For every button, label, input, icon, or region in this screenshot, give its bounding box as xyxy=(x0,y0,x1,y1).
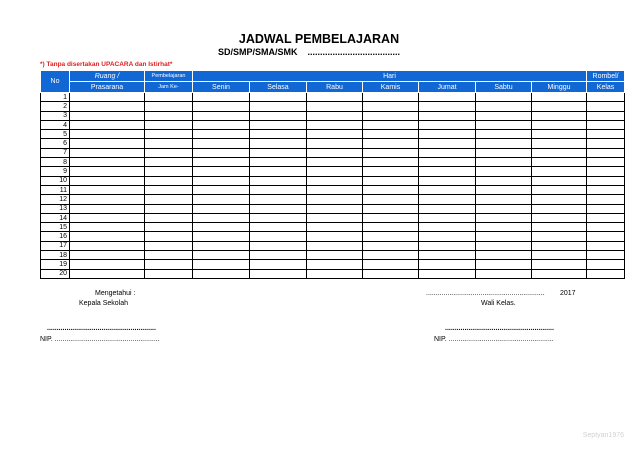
table-cell[interactable] xyxy=(145,185,193,194)
table-cell[interactable] xyxy=(307,111,363,120)
table-cell[interactable] xyxy=(587,167,625,176)
table-cell[interactable] xyxy=(70,102,145,111)
table-row xyxy=(41,213,625,222)
table-cell[interactable] xyxy=(419,241,476,250)
table-cell[interactable] xyxy=(70,120,145,129)
table-cell[interactable] xyxy=(587,120,625,129)
table-cell[interactable] xyxy=(419,148,476,157)
table-cell[interactable] xyxy=(307,102,363,111)
table-cell[interactable] xyxy=(532,269,587,278)
table-cell[interactable] xyxy=(193,204,250,213)
table-cell[interactable] xyxy=(307,139,363,148)
table-cell[interactable] xyxy=(70,139,145,148)
table-cell[interactable] xyxy=(250,223,307,232)
table-cell[interactable] xyxy=(193,167,250,176)
table-cell[interactable] xyxy=(193,93,250,102)
row-number: 6 xyxy=(41,139,70,148)
table-row xyxy=(41,93,625,102)
table-cell[interactable] xyxy=(145,232,193,241)
table-cell[interactable] xyxy=(70,204,145,213)
row-number: 11 xyxy=(41,185,70,194)
table-cell[interactable] xyxy=(419,204,476,213)
table-cell[interactable] xyxy=(70,195,145,204)
header-day-rabu: Rabu xyxy=(307,82,363,93)
row-number: 5 xyxy=(41,130,70,139)
table-cell[interactable] xyxy=(476,102,532,111)
table-cell[interactable] xyxy=(419,223,476,232)
row-number: 7 xyxy=(41,148,70,157)
table-cell[interactable] xyxy=(419,111,476,120)
table-cell[interactable] xyxy=(532,176,587,185)
table-cell[interactable] xyxy=(70,158,145,167)
table-cell[interactable] xyxy=(145,241,193,250)
table-cell[interactable] xyxy=(363,232,419,241)
table-cell[interactable] xyxy=(307,269,363,278)
table-row xyxy=(41,130,625,139)
table-cell[interactable] xyxy=(532,213,587,222)
header-day-senin: Senin xyxy=(193,82,250,93)
row-number: 3 xyxy=(41,111,70,120)
row-number: 2 xyxy=(41,102,70,111)
page-subtitle xyxy=(218,47,400,57)
table-cell[interactable] xyxy=(250,111,307,120)
table-cell[interactable] xyxy=(363,251,419,260)
header-prasarana: Prasarana xyxy=(70,82,145,93)
table-cell[interactable] xyxy=(532,148,587,157)
table-cell[interactable] xyxy=(307,232,363,241)
table-cell[interactable] xyxy=(193,148,250,157)
table-cell[interactable] xyxy=(532,241,587,250)
table-cell[interactable] xyxy=(193,251,250,260)
table-cell[interactable] xyxy=(587,148,625,157)
table-cell[interactable] xyxy=(307,195,363,204)
table-cell[interactable] xyxy=(532,204,587,213)
table-cell[interactable] xyxy=(532,111,587,120)
table-cell[interactable] xyxy=(363,167,419,176)
table-cell[interactable] xyxy=(476,204,532,213)
table-cell[interactable] xyxy=(532,158,587,167)
table-row xyxy=(41,241,625,250)
table-cell[interactable] xyxy=(587,111,625,120)
table-row xyxy=(41,223,625,232)
table-cell[interactable] xyxy=(307,130,363,139)
table-cell[interactable] xyxy=(250,102,307,111)
table-cell[interactable] xyxy=(363,195,419,204)
table-cell[interactable] xyxy=(587,176,625,185)
table-cell[interactable] xyxy=(145,176,193,185)
table-cell[interactable] xyxy=(363,260,419,269)
table-row xyxy=(41,102,625,111)
table-cell[interactable] xyxy=(307,213,363,222)
table-cell[interactable] xyxy=(307,148,363,157)
table-cell[interactable] xyxy=(419,185,476,194)
table-cell[interactable] xyxy=(363,102,419,111)
table-cell[interactable] xyxy=(145,195,193,204)
row-number: 1 xyxy=(41,93,70,102)
table-cell[interactable] xyxy=(587,130,625,139)
table-cell[interactable] xyxy=(476,223,532,232)
table-cell[interactable] xyxy=(419,93,476,102)
table-cell[interactable] xyxy=(250,232,307,241)
page-title: JADWAL PEMBELAJARAN xyxy=(238,32,400,46)
table-cell[interactable] xyxy=(145,139,193,148)
table-cell[interactable] xyxy=(419,130,476,139)
header-day-selasa: Selasa xyxy=(250,82,307,93)
table-cell[interactable] xyxy=(70,167,145,176)
header-no: No xyxy=(41,71,70,93)
table-cell[interactable] xyxy=(419,195,476,204)
table-cell[interactable] xyxy=(419,158,476,167)
table-cell[interactable] xyxy=(532,223,587,232)
table-cell[interactable] xyxy=(363,111,419,120)
table-row xyxy=(41,260,625,269)
table-cell[interactable] xyxy=(70,176,145,185)
table-row xyxy=(41,176,625,185)
table-cell[interactable] xyxy=(476,195,532,204)
table-cell[interactable] xyxy=(476,139,532,148)
table-cell[interactable] xyxy=(363,130,419,139)
row-number: 10 xyxy=(41,176,70,185)
table-cell[interactable] xyxy=(532,195,587,204)
table-cell[interactable] xyxy=(307,167,363,176)
note-text: *) Tanpa disertakan UPACARA dan Istirhat* xyxy=(40,61,173,68)
date-placeholder: ............................................................. xyxy=(426,290,545,297)
table-cell[interactable] xyxy=(476,120,532,129)
table-cell[interactable] xyxy=(532,130,587,139)
table-cell[interactable] xyxy=(587,139,625,148)
table-cell[interactable] xyxy=(145,130,193,139)
table-cell[interactable] xyxy=(587,260,625,269)
table-cell[interactable] xyxy=(419,213,476,222)
table-cell[interactable] xyxy=(587,213,625,222)
table-cell[interactable] xyxy=(250,158,307,167)
school-level-label: SD/SMP/SMA/SMK xyxy=(218,47,298,57)
school-name-placeholder: ..................................... xyxy=(307,47,401,57)
table-cell[interactable] xyxy=(532,139,587,148)
table-cell[interactable] xyxy=(193,260,250,269)
table-cell[interactable] xyxy=(307,251,363,260)
row-number: 19 xyxy=(41,260,70,269)
row-number: 16 xyxy=(41,232,70,241)
table-cell[interactable] xyxy=(476,158,532,167)
table-cell[interactable] xyxy=(587,102,625,111)
table-cell[interactable] xyxy=(419,120,476,129)
table-cell[interactable] xyxy=(250,260,307,269)
table-cell[interactable] xyxy=(250,167,307,176)
table-cell[interactable] xyxy=(250,251,307,260)
header-day-kamis: Kamis xyxy=(363,82,419,93)
table-cell[interactable] xyxy=(145,251,193,260)
table-cell[interactable] xyxy=(419,176,476,185)
table-cell[interactable] xyxy=(250,195,307,204)
table-cell[interactable] xyxy=(307,176,363,185)
table-cell[interactable] xyxy=(587,223,625,232)
table-cell[interactable] xyxy=(193,158,250,167)
table-cell[interactable] xyxy=(476,232,532,241)
table-cell[interactable] xyxy=(363,120,419,129)
table-cell[interactable] xyxy=(250,176,307,185)
header-pembelajaran: Pembelajaran xyxy=(145,71,193,82)
table-cell[interactable] xyxy=(145,120,193,129)
table-cell[interactable] xyxy=(476,185,532,194)
table-cell[interactable] xyxy=(532,120,587,129)
table-cell[interactable] xyxy=(476,260,532,269)
header-day-jumat: Jumat xyxy=(419,82,476,93)
table-cell[interactable] xyxy=(145,269,193,278)
table-cell[interactable] xyxy=(532,251,587,260)
table-cell[interactable] xyxy=(587,251,625,260)
table-cell[interactable] xyxy=(250,185,307,194)
table-cell[interactable] xyxy=(70,269,145,278)
row-number: 12 xyxy=(41,195,70,204)
table-cell[interactable] xyxy=(532,185,587,194)
table-cell[interactable] xyxy=(307,185,363,194)
table-cell[interactable] xyxy=(476,269,532,278)
table-cell[interactable] xyxy=(363,269,419,278)
table-cell[interactable] xyxy=(145,158,193,167)
table-cell[interactable] xyxy=(250,269,307,278)
table-cell[interactable] xyxy=(532,232,587,241)
table-cell[interactable] xyxy=(587,232,625,241)
table-cell[interactable] xyxy=(363,223,419,232)
table-cell[interactable] xyxy=(250,213,307,222)
table-cell[interactable] xyxy=(145,111,193,120)
table-cell[interactable] xyxy=(70,185,145,194)
table-cell[interactable] xyxy=(193,223,250,232)
table-row xyxy=(41,204,625,213)
table-cell[interactable] xyxy=(145,102,193,111)
header-day-minggu: Minggu xyxy=(532,82,587,93)
row-number: 18 xyxy=(41,251,70,260)
table-cell[interactable] xyxy=(70,251,145,260)
table-cell[interactable] xyxy=(419,269,476,278)
table-row xyxy=(41,185,625,194)
table-cell[interactable] xyxy=(307,158,363,167)
table-row xyxy=(41,148,625,157)
table-cell[interactable] xyxy=(419,102,476,111)
table-cell[interactable] xyxy=(70,241,145,250)
table-cell[interactable] xyxy=(419,260,476,269)
table-cell[interactable] xyxy=(193,120,250,129)
table-cell[interactable] xyxy=(193,195,250,204)
table-cell[interactable] xyxy=(193,139,250,148)
table-cell[interactable] xyxy=(307,223,363,232)
table-cell[interactable] xyxy=(70,232,145,241)
table-cell[interactable] xyxy=(70,93,145,102)
table-cell[interactable] xyxy=(193,111,250,120)
year-label: 2017 xyxy=(560,290,576,297)
wali-kelas-label: Wali Kelas. xyxy=(481,300,516,307)
row-number: 14 xyxy=(41,213,70,222)
table-cell[interactable] xyxy=(145,93,193,102)
watermark: Septyan1976 xyxy=(582,432,624,439)
table-cell[interactable] xyxy=(193,241,250,250)
table-cell[interactable] xyxy=(145,223,193,232)
table-cell[interactable] xyxy=(70,111,145,120)
table-row xyxy=(41,158,625,167)
mengetahui-label: Mengetahui : xyxy=(95,290,136,297)
wali-nip: NIP. ...................................................... xyxy=(434,336,554,343)
table-cell[interactable] xyxy=(363,148,419,157)
table-cell[interactable] xyxy=(532,102,587,111)
table-cell[interactable] xyxy=(193,185,250,194)
table-cell[interactable] xyxy=(70,260,145,269)
table-row xyxy=(41,251,625,260)
wali-name-line: ........................................................ xyxy=(445,325,554,332)
table-cell[interactable] xyxy=(70,223,145,232)
kepala-sekolah-label: Kepala Sekolah xyxy=(79,300,129,307)
schedule-rows xyxy=(41,93,625,279)
header-day-sabtu: Sabtu xyxy=(476,82,532,93)
table-cell[interactable] xyxy=(145,148,193,157)
table-cell[interactable] xyxy=(193,213,250,222)
row-number: 8 xyxy=(41,158,70,167)
table-cell[interactable] xyxy=(363,241,419,250)
row-number: 15 xyxy=(41,223,70,232)
table-cell[interactable] xyxy=(70,130,145,139)
table-cell[interactable] xyxy=(419,251,476,260)
table-cell[interactable] xyxy=(363,204,419,213)
table-cell[interactable] xyxy=(307,204,363,213)
row-number: 9 xyxy=(41,167,70,176)
table-cell[interactable] xyxy=(363,93,419,102)
header-rombel: Rombel/ xyxy=(587,71,625,82)
table-cell[interactable] xyxy=(145,213,193,222)
table-cell[interactable] xyxy=(250,241,307,250)
kepala-nip: NIP. ...................................................... xyxy=(40,336,160,343)
table-cell[interactable] xyxy=(250,139,307,148)
table-cell[interactable] xyxy=(587,158,625,167)
table-cell[interactable] xyxy=(587,241,625,250)
kepala-name-line: ........................................................ xyxy=(47,325,156,332)
table-cell[interactable] xyxy=(587,195,625,204)
table-cell[interactable] xyxy=(419,167,476,176)
table-cell[interactable] xyxy=(145,167,193,176)
table-cell[interactable] xyxy=(363,176,419,185)
header-jam-ke: Jam Ke- xyxy=(145,82,193,93)
table-cell[interactable] xyxy=(587,93,625,102)
table-cell[interactable] xyxy=(476,111,532,120)
row-number: 4 xyxy=(41,120,70,129)
table-cell[interactable] xyxy=(363,139,419,148)
table-row xyxy=(41,167,625,176)
table-cell[interactable] xyxy=(70,213,145,222)
row-number: 20 xyxy=(41,269,70,278)
table-cell[interactable] xyxy=(532,260,587,269)
schedule-table xyxy=(40,70,625,279)
table-cell[interactable] xyxy=(419,232,476,241)
table-cell[interactable] xyxy=(250,120,307,129)
table-cell[interactable] xyxy=(363,158,419,167)
table-row xyxy=(41,269,625,278)
table-cell[interactable] xyxy=(250,130,307,139)
row-number: 13 xyxy=(41,204,70,213)
header-hari: Hari xyxy=(193,71,587,82)
header-ruang: Ruang / xyxy=(70,71,145,82)
table-cell[interactable] xyxy=(587,185,625,194)
table-cell[interactable] xyxy=(363,185,419,194)
table-row xyxy=(41,120,625,129)
table-cell[interactable] xyxy=(70,148,145,157)
table-cell[interactable] xyxy=(419,139,476,148)
table-cell[interactable] xyxy=(363,213,419,222)
table-cell[interactable] xyxy=(476,148,532,157)
row-number: 17 xyxy=(41,241,70,250)
table-cell[interactable] xyxy=(476,241,532,250)
table-cell[interactable] xyxy=(250,148,307,157)
table-cell[interactable] xyxy=(587,204,625,213)
table-cell[interactable] xyxy=(145,260,193,269)
table-cell[interactable] xyxy=(476,130,532,139)
table-cell[interactable] xyxy=(193,130,250,139)
table-row xyxy=(41,111,625,120)
table-row xyxy=(41,195,625,204)
table-cell[interactable] xyxy=(250,204,307,213)
table-row xyxy=(41,232,625,241)
table-cell[interactable] xyxy=(193,102,250,111)
table-cell[interactable] xyxy=(476,167,532,176)
table-cell[interactable] xyxy=(250,93,307,102)
table-row xyxy=(41,139,625,148)
table-cell[interactable] xyxy=(193,232,250,241)
table-cell[interactable] xyxy=(307,120,363,129)
header-kelas: Kelas xyxy=(587,82,625,93)
table-cell[interactable] xyxy=(532,93,587,102)
table-cell[interactable] xyxy=(532,167,587,176)
table-cell[interactable] xyxy=(307,93,363,102)
table-cell[interactable] xyxy=(476,176,532,185)
table-cell[interactable] xyxy=(193,176,250,185)
table-cell[interactable] xyxy=(476,251,532,260)
table-cell[interactable] xyxy=(476,93,532,102)
table-cell[interactable] xyxy=(476,213,532,222)
table-cell[interactable] xyxy=(307,260,363,269)
table-cell[interactable] xyxy=(587,269,625,278)
table-cell[interactable] xyxy=(307,241,363,250)
table-cell[interactable] xyxy=(145,204,193,213)
table-cell[interactable] xyxy=(193,269,250,278)
